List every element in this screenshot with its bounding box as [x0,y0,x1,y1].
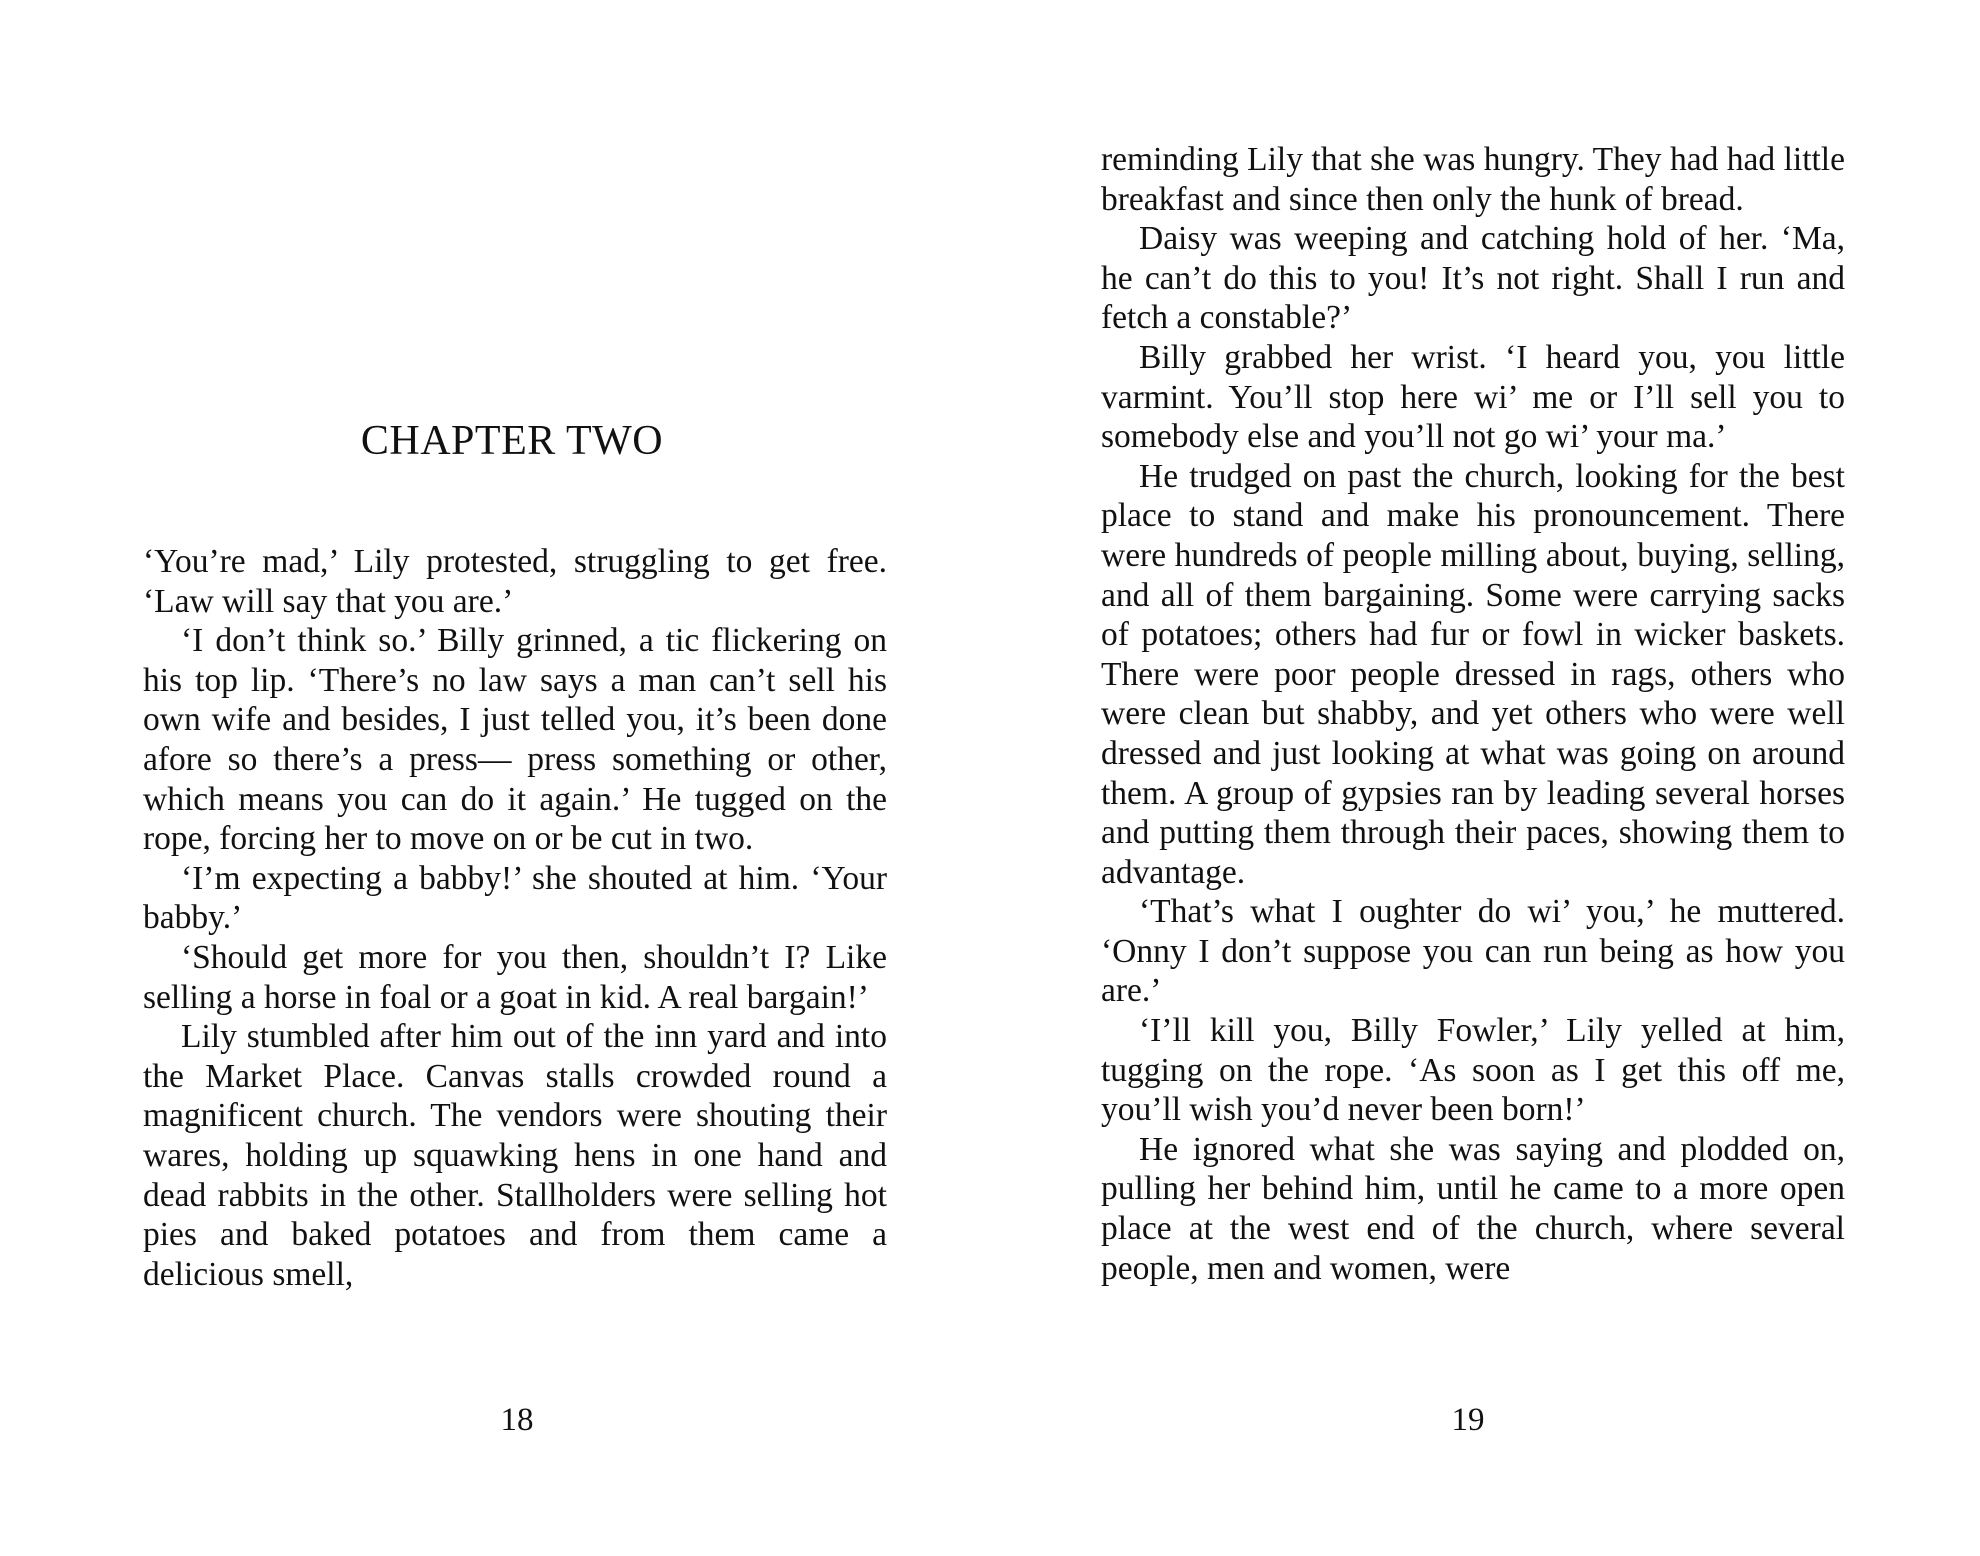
paragraph: Daisy was weeping and catching hold of her. ‘Ma, he can’t do this to you! It’s not right. Shall I run and fetch a constable?’ [1101,220,1845,337]
left-page-text [143,542,887,1294]
paragraph: Lily stumbled after him out of the inn yard and into the Market Place. Canvas stalls crowded round a magnificent church. The vendors were shouting their wares, holding up squawking hens in one hand and dead rabbits in the other. Stallholders were selling hot pies and baked potatoes and from them came a delicious smell, [143,1018,887,1293]
paragraph: ‘I’ll kill you, Billy Fowler,’ Lily yelled at him, tugging on the rope. ‘As soon as I get this off me, you’ll wish you’d never been born!’ [1101,1012,1845,1129]
paragraph: ‘That’s what I oughter do wi’ you,’ he muttered. ‘Onny I don’t suppose you can run being as how you are.’ [1101,893,1845,1010]
paragraph: He ignored what she was saying and plodded on, pulling her behind him, until he came to a more open place at the west end of the church, where several people, men and women, were [1101,1130,1845,1287]
paragraph: He trudged on past the church, looking for the best place to stand and make his pronouncement. There were hundreds of people milling about, buying, selling, and all of them bargaining. Some were carrying sacks of potatoes; others had fur or fowl in wicker baskets. There were poor people dressed in rags, others who were clean but shabby, and yet others who were well dressed and just looking at what was going on around them. A group of gypsies ran by leading several horses and putting them through their paces, showing them to advantage. [1101,457,1845,891]
paragraph: reminding Lily that she was hungry. They had had little breakfast and since then only the hunk of bread. [1101,141,1845,218]
paragraph: ‘I don’t think so.’ Billy grinned, a tic flickering on his top lip. ‘There’s no law says a man can’t sell his own wife and besides, I just telled you, it’s been done afore so there’s a press— press something or other, which means you can do it again.’ He tugged on the rope, forcing her to move on or be cut in two. [143,622,887,858]
paragraph: ‘Should get more for you then, shouldn’t I? Like selling a horse in foal or a goat in kid. A real bargain!’ [143,938,887,1016]
paragraph: Billy grabbed her wrist. ‘I heard you, you little varmint. You’ll stop here wi’ me or I’ll sell you to somebody else and you’ll not go wi’ your ma.’ [1101,338,1845,456]
chapter-title: CHAPTER TWO [360,418,664,464]
right-page [990,0,1980,1556]
page-number: 18 [500,1402,534,1438]
right-page-text [1101,140,1845,1288]
page-number: 19 [1451,1402,1485,1438]
paragraph: ‘You’re mad,’ Lily protested, struggling to get free. ‘Law will say that you are.’ [143,543,887,620]
paragraph: ‘I’m expecting a babby!’ she shouted at him. ‘Your babby.’ [143,859,887,937]
